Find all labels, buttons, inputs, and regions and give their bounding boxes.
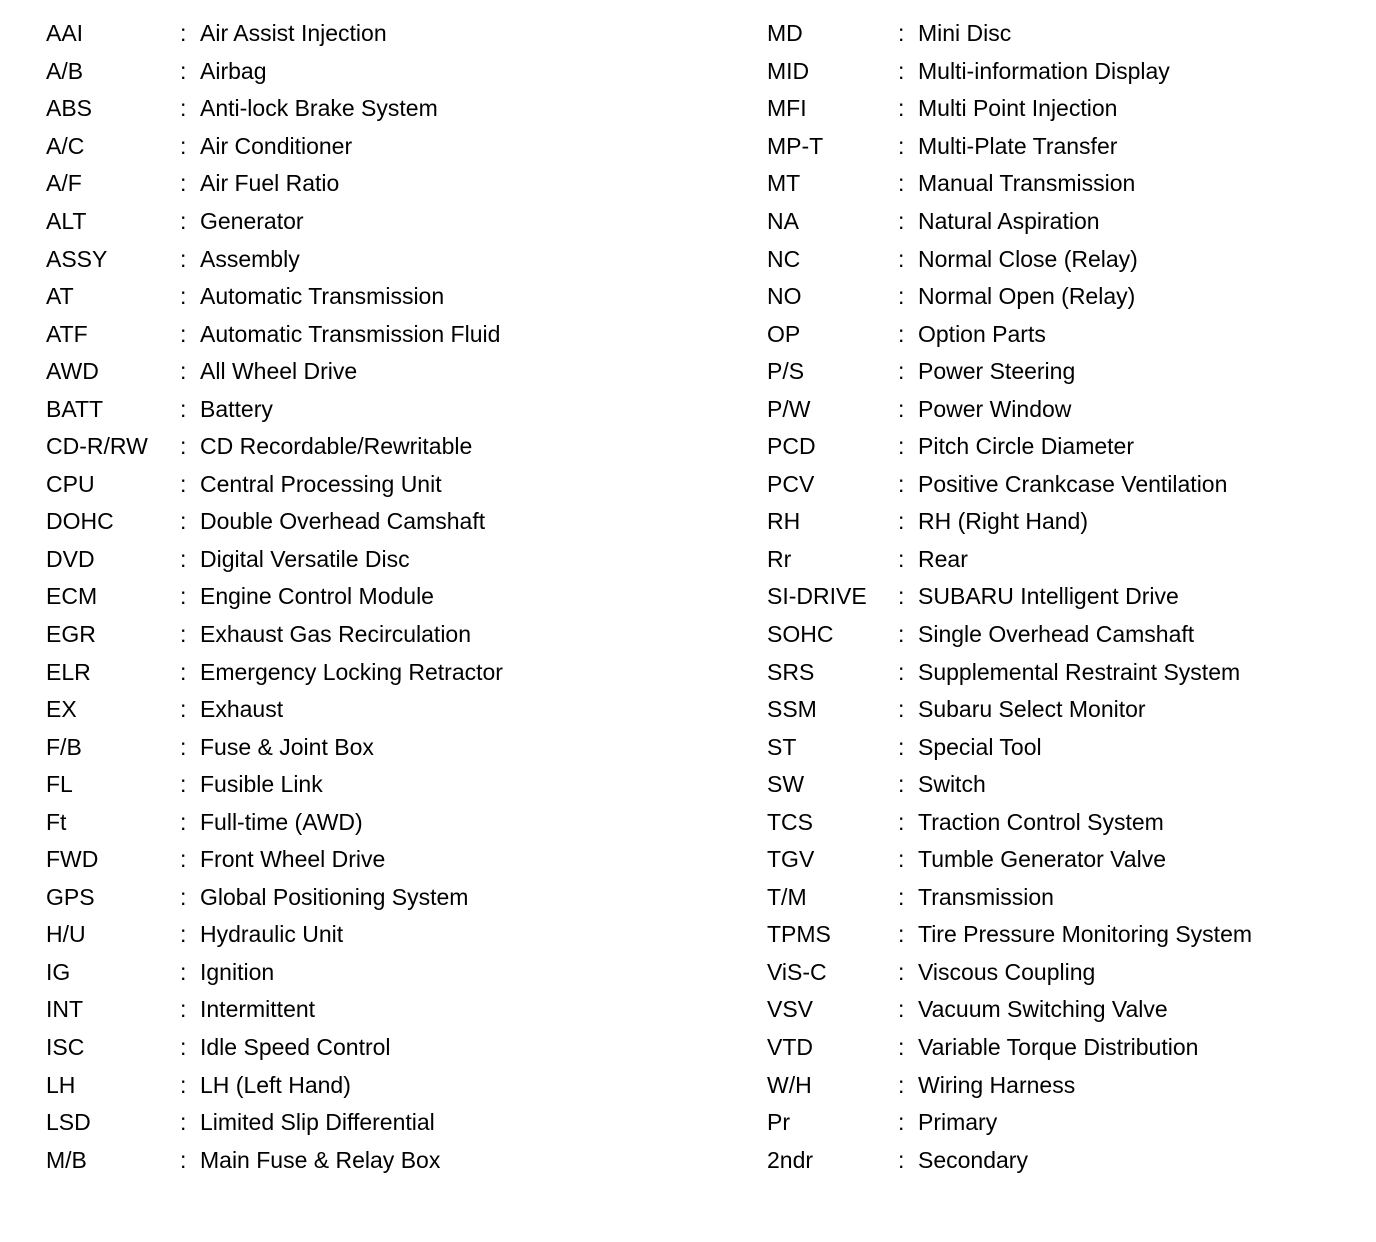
abbreviation-row [767, 766, 1252, 804]
abbreviation-separator: : [180, 95, 187, 122]
abbreviation-separator: : [180, 621, 187, 648]
abbreviation-term: AAI [46, 20, 84, 47]
abbreviation-term: NA [767, 208, 799, 234]
abbreviation-row [767, 616, 1252, 654]
abbreviation-row [767, 691, 1252, 729]
abbreviation-separator: : [180, 470, 187, 497]
abbreviation-row [46, 165, 503, 203]
abbreviation-separator: : [180, 996, 187, 1023]
abbreviation-term: SW [767, 771, 805, 798]
abbreviation-row [46, 803, 503, 841]
abbreviation-separator: : [898, 583, 905, 610]
abbreviation-term: FL [46, 771, 73, 798]
abbreviation-row [46, 1104, 503, 1142]
abbreviation-meaning: Global Positioning System [200, 883, 469, 910]
abbreviation-row [767, 653, 1252, 691]
abbreviation-term: 2ndr [767, 1146, 814, 1173]
abbreviation-row [767, 954, 1252, 992]
abbreviation-separator: : [180, 57, 187, 84]
abbreviation-row [46, 90, 503, 128]
abbreviation-separator: : [898, 771, 905, 798]
abbreviation-term: Ft [46, 808, 67, 835]
abbreviation-row [46, 240, 503, 278]
abbreviation-row [46, 991, 503, 1029]
abbreviation-meaning: Hydraulic Unit [200, 921, 344, 948]
abbreviation-row [767, 916, 1252, 954]
abbreviation-separator: : [180, 771, 187, 798]
abbreviation-row [46, 954, 503, 992]
abbreviation-term: AWD [46, 358, 99, 385]
abbreviation-term: TCS [767, 808, 813, 835]
abbreviation-meaning: All Wheel Drive [200, 358, 358, 385]
abbreviation-separator: : [898, 846, 905, 873]
abbreviation-row [767, 1104, 1252, 1142]
abbreviation-row [767, 165, 1252, 203]
abbreviation-row [767, 841, 1252, 879]
abbreviation-meaning: Wiring Harness [918, 1071, 1076, 1098]
abbreviation-term: VTD [767, 1034, 813, 1061]
abbreviation-term: TGV [767, 846, 815, 873]
abbreviation-separator: : [898, 696, 905, 723]
abbreviation-separator: : [180, 433, 187, 460]
abbreviation-term: MT [767, 170, 801, 197]
abbreviation-meaning: Traction Control System [918, 808, 1164, 835]
abbreviation-separator: : [180, 170, 187, 197]
abbreviation-term: SSM [767, 696, 817, 723]
abbreviation-meaning: Supplemental Restraint System [918, 658, 1241, 685]
abbreviation-meaning: Battery [200, 395, 273, 422]
abbreviation-term: EX [46, 696, 77, 723]
abbreviation-row [46, 1066, 503, 1104]
abbreviation-column-left [46, 15, 503, 1179]
abbreviation-separator: : [898, 621, 905, 648]
abbreviation-row [767, 541, 1252, 579]
abbreviation-separator: : [898, 358, 905, 385]
abbreviation-term: ISC [46, 1034, 85, 1061]
abbreviation-term: INT [46, 996, 84, 1023]
abbreviation-row [46, 353, 503, 391]
abbreviation-meaning: Automatic Transmission [200, 283, 445, 310]
abbreviation-row [46, 428, 503, 466]
abbreviation-meaning: SUBARU Intelligent Drive [918, 583, 1179, 610]
abbreviation-row [767, 53, 1252, 91]
abbreviation-row [46, 1141, 503, 1179]
abbreviation-meaning: Variable Torque Distribution [918, 1034, 1199, 1061]
abbreviation-separator: : [898, 921, 905, 948]
abbreviation-term: MID [767, 57, 810, 84]
abbreviation-meaning: Option Parts [918, 320, 1046, 347]
abbreviation-term: P/W [767, 395, 811, 422]
abbreviation-meaning: Automatic Transmission Fluid [200, 320, 501, 347]
abbreviation-separator: : [180, 1034, 187, 1061]
abbreviation-meaning: Mini Disc [918, 20, 1012, 47]
abbreviation-term: TPMS [767, 921, 831, 948]
abbreviation-meaning: Main Fuse & Relay Box [200, 1146, 441, 1173]
abbreviation-term: EGR [46, 621, 96, 648]
abbreviation-meaning: Limited Slip Differential [200, 1109, 435, 1136]
abbreviation-term: SOHC [767, 621, 834, 648]
abbreviation-row [46, 766, 503, 804]
abbreviation-term: FWD [46, 846, 99, 873]
abbreviation-row [46, 390, 503, 428]
abbreviation-term: CD-R/RW [46, 433, 148, 460]
abbreviation-term: BATT [46, 395, 104, 422]
abbreviation-meaning: Intermittent [200, 996, 316, 1023]
abbreviation-row [46, 691, 503, 729]
abbreviation-term: M/B [46, 1146, 87, 1173]
abbreviation-row [767, 503, 1252, 541]
abbreviation-separator: : [180, 132, 187, 159]
abbreviation-separator: : [898, 470, 905, 497]
abbreviation-term: P/S [767, 358, 805, 385]
abbreviation-row [767, 1029, 1252, 1067]
abbreviation-row [46, 466, 503, 504]
abbreviation-separator: : [180, 958, 187, 985]
abbreviation-row [767, 466, 1252, 504]
abbreviation-meaning: Special Tool [918, 733, 1042, 760]
abbreviation-term: Pr [767, 1109, 790, 1136]
abbreviation-term: NO [767, 283, 802, 310]
abbreviation-meaning: Fuse & Joint Box [200, 733, 374, 760]
abbreviation-meaning: Natural Aspiration [918, 208, 1100, 234]
abbreviation-column-right [767, 15, 1252, 1179]
abbreviation-term: ViS-C [767, 958, 827, 985]
abbreviation-meaning: Exhaust [200, 696, 284, 723]
abbreviation-separator: : [898, 508, 905, 535]
abbreviation-term: A/C [46, 132, 85, 159]
abbreviation-meaning: RH (Right Hand) [918, 508, 1088, 535]
abbreviation-meaning: Normal Close (Relay) [918, 245, 1138, 272]
abbreviation-separator: : [180, 846, 187, 873]
abbreviation-meaning: Multi-Plate Transfer [918, 132, 1118, 159]
abbreviation-row [767, 879, 1252, 917]
abbreviation-separator: : [898, 1146, 905, 1173]
abbreviation-separator: : [898, 245, 905, 272]
abbreviation-row [46, 315, 503, 353]
abbreviation-term: IG [46, 958, 71, 985]
abbreviation-separator: : [898, 658, 905, 685]
abbreviation-meaning: Engine Control Module [200, 583, 434, 610]
abbreviation-separator: : [180, 20, 187, 47]
abbreviation-meaning: Power Steering [918, 358, 1076, 385]
abbreviation-separator: : [180, 1071, 187, 1098]
abbreviation-term: MFI [767, 95, 807, 122]
abbreviation-meaning: Single Overhead Camshaft [918, 621, 1195, 648]
abbreviation-meaning: Multi-information Display [918, 57, 1170, 84]
abbreviation-term: A/B [46, 57, 84, 84]
abbreviation-row [767, 803, 1252, 841]
abbreviation-separator: : [898, 395, 905, 422]
abbreviation-row [46, 15, 503, 53]
abbreviation-meaning: Normal Open (Relay) [918, 283, 1136, 310]
abbreviation-row [767, 578, 1252, 616]
abbreviation-term: ECM [46, 583, 98, 610]
abbreviation-term: GPS [46, 883, 95, 910]
abbreviation-row [767, 315, 1252, 353]
abbreviation-term: OP [767, 320, 801, 347]
abbreviation-row [46, 879, 503, 917]
abbreviation-meaning: LH (Left Hand) [200, 1071, 351, 1098]
abbreviation-meaning: Idle Speed Control [200, 1034, 391, 1061]
abbreviation-separator: : [180, 358, 187, 385]
abbreviation-row [46, 728, 503, 766]
abbreviation-row [767, 353, 1252, 391]
abbreviation-meaning: Viscous Coupling [918, 958, 1096, 985]
abbreviation-meaning: Subaru Select Monitor [918, 696, 1146, 723]
abbreviation-term: VSV [767, 996, 814, 1023]
abbreviation-term: NC [767, 245, 801, 272]
abbreviation-separator: : [898, 1034, 905, 1061]
abbreviation-meaning: Fusible Link [200, 771, 323, 798]
abbreviation-separator: : [898, 283, 905, 310]
abbreviation-row [46, 578, 503, 616]
abbreviation-separator: : [898, 958, 905, 985]
abbreviation-separator: : [180, 658, 187, 685]
abbreviation-row [767, 15, 1252, 53]
abbreviation-meaning: Digital Versatile Disc [200, 545, 410, 572]
abbreviation-row [46, 203, 503, 241]
abbreviation-term: MP-T [767, 132, 824, 159]
abbreviation-term: CPU [46, 470, 95, 497]
abbreviation-meaning: Assembly [200, 245, 300, 272]
abbreviation-row [46, 841, 503, 879]
abbreviation-row [767, 1066, 1252, 1104]
abbreviation-separator: : [180, 583, 187, 610]
abbreviation-meaning: Pitch Circle Diameter [918, 433, 1134, 460]
abbreviation-meaning: Switch [918, 771, 986, 798]
abbreviation-row [46, 503, 503, 541]
abbreviation-separator: : [180, 808, 187, 835]
abbreviation-meaning: Central Processing Unit [200, 470, 442, 497]
abbreviation-row [767, 390, 1252, 428]
abbreviation-meaning: Front Wheel Drive [200, 846, 386, 873]
abbreviation-row [767, 991, 1252, 1029]
abbreviation-separator: : [898, 320, 905, 347]
abbreviation-meaning: Emergency Locking Retractor [200, 658, 503, 685]
abbreviation-term: ATF [46, 320, 88, 347]
abbreviation-term: MD [767, 20, 803, 47]
abbreviation-meaning: Ignition [200, 958, 275, 985]
abbreviation-separator: : [898, 208, 905, 234]
abbreviation-meaning: Positive Crankcase Ventilation [918, 470, 1228, 497]
abbreviation-row [46, 916, 503, 954]
abbreviation-term: ALT [46, 208, 87, 234]
abbreviation-row [767, 128, 1252, 166]
abbreviation-separator: : [180, 208, 187, 234]
abbreviation-separator: : [898, 95, 905, 122]
abbreviation-term: A/F [46, 170, 82, 197]
abbreviation-separator: : [180, 320, 187, 347]
abbreviation-meaning: Generator [200, 208, 304, 234]
abbreviation-separator: : [898, 433, 905, 460]
abbreviation-separator: : [180, 1109, 187, 1136]
abbreviation-term: ABS [46, 95, 93, 122]
abbreviation-meaning: Rear [918, 545, 968, 572]
abbreviation-separator: : [898, 1071, 905, 1098]
abbreviation-row [767, 428, 1252, 466]
abbreviation-separator: : [898, 883, 905, 910]
abbreviation-row [767, 1141, 1252, 1179]
abbreviation-separator: : [180, 283, 187, 310]
abbreviation-term: ASSY [46, 245, 108, 272]
abbreviation-separator: : [180, 395, 187, 422]
abbreviation-term: ELR [46, 658, 91, 685]
abbreviation-row [46, 53, 503, 91]
abbreviation-meaning: Air Fuel Ratio [200, 170, 340, 197]
abbreviation-row [767, 240, 1252, 278]
abbreviation-meaning: CD Recordable/Rewritable [200, 433, 473, 460]
abbreviation-term: RH [767, 508, 801, 535]
abbreviation-meaning: Primary [918, 1109, 998, 1136]
abbreviation-term: T/M [767, 883, 807, 910]
abbreviation-row [46, 1029, 503, 1067]
abbreviation-meaning: Power Window [918, 395, 1072, 422]
abbreviation-term: F/B [46, 733, 82, 760]
abbreviation-term: PCV [767, 470, 815, 497]
abbreviation-row [46, 128, 503, 166]
abbreviation-term: PCD [767, 433, 816, 460]
abbreviation-term: SRS [767, 658, 815, 685]
abbreviation-term: ST [767, 733, 797, 760]
abbreviation-separator: : [180, 921, 187, 948]
abbreviation-term: LH [46, 1071, 76, 1098]
abbreviation-term: DOHC [46, 508, 114, 535]
abbreviation-term: LSD [46, 1109, 91, 1136]
abbreviation-separator: : [180, 883, 187, 910]
abbreviation-meaning: Exhaust Gas Recirculation [200, 621, 472, 648]
abbreviation-meaning: Full-time (AWD) [200, 808, 363, 835]
abbreviation-term: AT [46, 283, 74, 310]
abbreviation-separator: : [180, 545, 187, 572]
abbreviation-row [46, 541, 503, 579]
abbreviation-separator: : [898, 57, 905, 84]
abbreviation-meaning: Air Assist Injection [200, 20, 387, 47]
abbreviation-separator: : [898, 545, 905, 572]
abbreviation-row [46, 616, 503, 654]
abbreviation-row [767, 203, 1252, 241]
abbreviation-term: H/U [46, 921, 86, 948]
abbreviation-meaning: Air Conditioner [200, 132, 353, 159]
abbreviation-meaning: Secondary [918, 1146, 1028, 1173]
abbreviation-meaning: Multi Point Injection [918, 95, 1118, 122]
abbreviation-term: Rr [767, 545, 792, 572]
abbreviation-term: SI-DRIVE [767, 583, 867, 610]
abbreviation-row [767, 90, 1252, 128]
abbreviation-meaning: Tire Pressure Monitoring System [918, 921, 1253, 948]
abbreviation-term: DVD [46, 545, 95, 572]
abbreviation-term: W/H [767, 1071, 812, 1098]
abbreviation-separator: : [180, 1146, 187, 1173]
abbreviation-meaning: Tumble Generator Valve [918, 846, 1167, 873]
abbreviation-meaning: Vacuum Switching Valve [918, 996, 1168, 1023]
abbreviation-separator: : [180, 733, 187, 760]
abbreviation-separator: : [898, 996, 905, 1023]
abbreviation-separator: : [180, 508, 187, 535]
abbreviation-row [767, 728, 1252, 766]
abbreviation-separator: : [898, 808, 905, 835]
abbreviation-row [46, 278, 503, 316]
abbreviation-separator: : [898, 1109, 905, 1136]
abbreviation-meaning: Airbag [200, 57, 267, 84]
abbreviation-meaning: Anti-lock Brake System [200, 95, 438, 122]
abbreviation-meaning: Manual Transmission [918, 170, 1136, 197]
abbreviation-row [46, 653, 503, 691]
abbreviation-separator: : [898, 20, 905, 47]
abbreviation-meaning: Transmission [918, 883, 1054, 910]
abbreviation-separator: : [898, 733, 905, 760]
abbreviation-row [767, 278, 1252, 316]
abbreviation-separator: : [898, 132, 905, 159]
abbreviation-separator: : [180, 245, 187, 272]
abbreviation-separator: : [898, 170, 905, 197]
abbreviation-meaning: Double Overhead Camshaft [200, 508, 486, 535]
abbreviation-separator: : [180, 696, 187, 723]
